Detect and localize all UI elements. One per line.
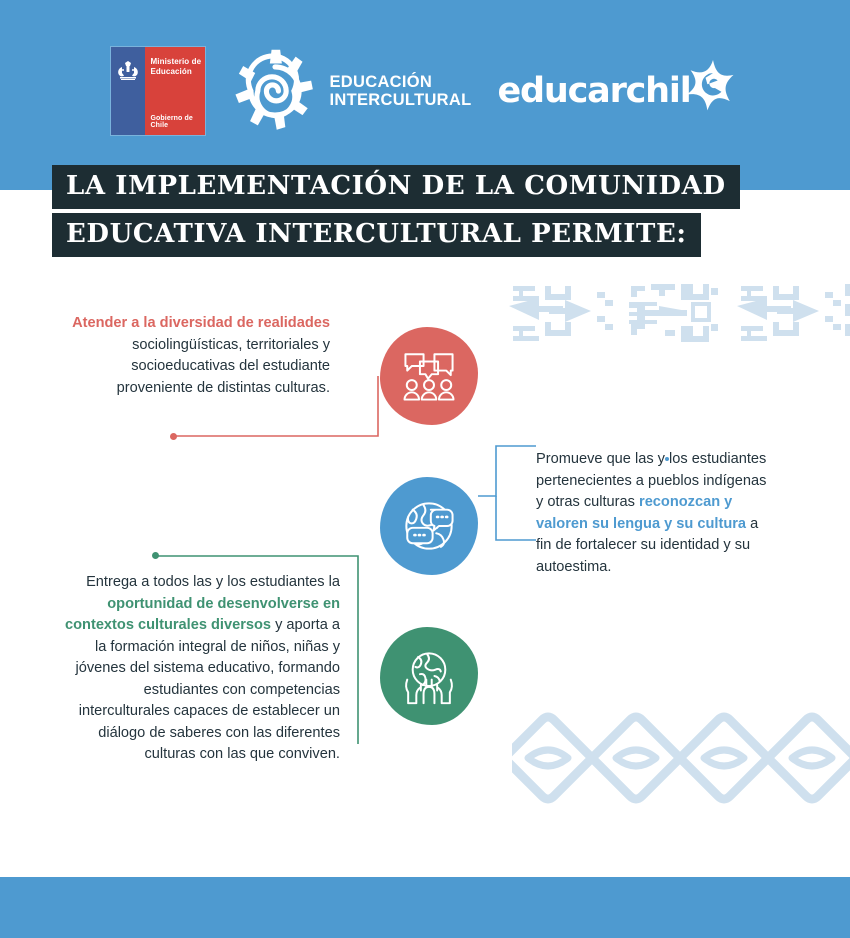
speech-bubbles-people-icon [400, 347, 458, 405]
item-text-reconozcan-valoren [536, 449, 776, 578]
minedu-gobierno: Gobierno de Chile [150, 115, 193, 129]
item3-part-c: y aporta a la formación integral de niños, niñas y jóvenes del sistema educativo, formando estudiantes con competencias interculturales capaces de establecer un diálogo de saberes con las diferentes culturas con las que conviven. [75, 617, 340, 762]
educarchile-wordmark: educarchil [497, 71, 691, 111]
connector-dot-green [152, 552, 159, 559]
item-text-oportunidad-contextos [62, 572, 340, 766]
logo-row [0, 42, 850, 140]
title-line-1: LA IMPLEMENTACIÓN DE LA COMUNIDAD [52, 165, 740, 209]
globe-hands-icon [400, 647, 458, 705]
icon-circle-blue [380, 477, 478, 575]
minedu-line1: Ministerio de [150, 57, 202, 66]
chile-coat-of-arms-icon [115, 60, 141, 82]
item1-highlight: Atender a la diversidad de realidades [72, 315, 330, 331]
ministerio-de-educacion-logo [110, 46, 206, 136]
minedu-red-panel [145, 47, 205, 135]
item2-part-a: Promueve que las y [536, 451, 665, 467]
educacion-intercultural-logo [232, 48, 472, 134]
globe-speech-bubbles-icon [400, 497, 458, 555]
footer-band [0, 877, 850, 938]
intercultural-line2: INTERCULTURAL [329, 91, 472, 109]
item1-rest: sociolingüísticas, territoriales y socioeducativas del estudiante proveniente de distintas culturas. [116, 336, 330, 396]
item2-part-c: a fin de fortalecer su identidad y su autoestima. [536, 515, 759, 575]
icon-circle-green [380, 627, 478, 725]
item3-highlight: oportunidad de desenvolverse en contextos culturales diversos [65, 595, 340, 633]
diamond-chain-pattern [512, 706, 850, 810]
star-e-icon [685, 60, 741, 116]
educarchile-logo [498, 66, 741, 116]
item-text-atender-diversidad [62, 313, 330, 399]
mapuche-geometric-pattern [505, 278, 850, 344]
educacion-intercultural-wordmark [330, 73, 472, 109]
intercultural-line1: EDUCACIÓN [329, 73, 433, 91]
minedu-line2: Educación [150, 66, 192, 76]
spiral-sun-icon [232, 48, 318, 134]
icon-circle-red [380, 327, 478, 425]
title-line-2: EDUCATIVA INTERCULTURAL PERMITE: [52, 213, 701, 257]
minedu-blue-panel [111, 47, 145, 135]
item2-part-b: los estudiantes pertenecientes a pueblos indígenas y otras culturas [536, 451, 767, 510]
minedu-title [151, 57, 202, 76]
connector-line-blue [470, 440, 540, 550]
item2-highlight: reconozcan y valoren su lengua y su cultura [536, 494, 747, 532]
connector-dot-red [170, 433, 177, 440]
page-title [52, 165, 850, 257]
item3-part-a: Entrega a todos las y los estudiantes la [86, 574, 340, 590]
